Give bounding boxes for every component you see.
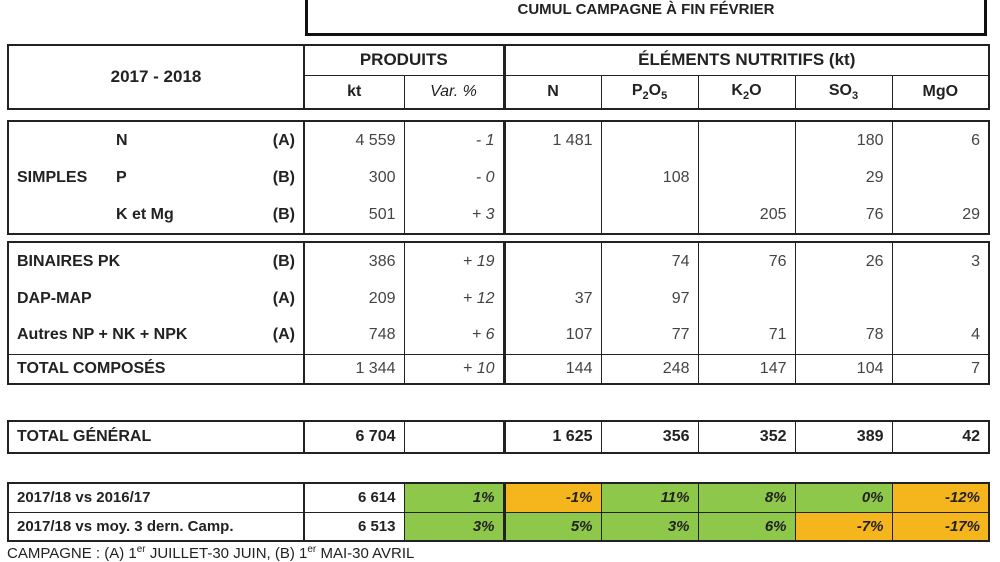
kt-header: kt (304, 75, 404, 109)
var-cell: + 3 (404, 196, 504, 234)
p2o5-cell: 3% (601, 512, 698, 541)
row-code: (B) (224, 196, 304, 234)
elements-header: ÉLÉMENTS NUTRITIFS (kt) (504, 45, 989, 75)
row-code: (B) (224, 242, 304, 280)
var-header: Var. % (404, 75, 504, 109)
so3-cell: 389 (795, 421, 892, 453)
var-cell (404, 421, 504, 453)
mgo-header: MgO (892, 75, 989, 109)
campaign-banner: CUMUL CAMPAGNE À FIN FÉVRIER (305, 0, 987, 36)
total-general-row (8, 421, 989, 453)
table-row (8, 280, 989, 317)
p2o5-cell: 77 (601, 317, 698, 354)
row-name: 2017/18 vs 2016/17 (8, 483, 304, 512)
comparison-table (7, 482, 990, 542)
campaign-year: 2017 - 2018 (8, 45, 304, 109)
so3-cell: 78 (795, 317, 892, 354)
simples-label: SIMPLES (17, 168, 88, 186)
kt-cell: 386 (304, 242, 404, 280)
so3-cell: 29 (795, 160, 892, 196)
kt-cell: 6 513 (304, 512, 404, 541)
row-name: P (116, 169, 127, 186)
mgo-cell: -17% (892, 512, 989, 541)
kt-cell: 1 344 (304, 354, 404, 384)
composes-table (7, 241, 990, 385)
total-composes-row (8, 354, 989, 384)
so3-cell: -7% (795, 512, 892, 541)
table-row (8, 196, 989, 234)
so3-cell: 104 (795, 354, 892, 384)
n-cell: 1 625 (504, 421, 601, 453)
so3-cell: 26 (795, 242, 892, 280)
p2o5-cell: 356 (601, 421, 698, 453)
kt-cell: 748 (304, 317, 404, 354)
so3-cell: 0% (795, 483, 892, 512)
p2o5-cell: 108 (601, 160, 698, 196)
mgo-cell: 42 (962, 428, 980, 445)
mgo-cell (892, 280, 989, 317)
p2o5-header: $P_2O_5$ (601, 75, 698, 109)
kt-cell: 6 614 (304, 483, 404, 512)
row-code: (B) (224, 160, 304, 196)
row-name: DAP-MAP (17, 289, 92, 307)
mgo-cell: 29 (962, 205, 980, 223)
footer-note: CAMPAGNE : (A) 1er JUILLET-30 JUIN, (B) 1er MAI-30 AVRIL (7, 544, 415, 562)
k2o-cell: 6% (698, 512, 795, 541)
mgo-cell (892, 160, 989, 196)
kt-cell: 300 (304, 160, 404, 196)
k2o-cell (698, 160, 795, 196)
kt-cell: 6 704 (304, 421, 404, 453)
so3-cell: 180 (795, 121, 892, 160)
n-cell: 5% (504, 512, 601, 541)
comparison-row (8, 512, 989, 541)
row-name: K et Mg (116, 205, 174, 223)
var-cell: + 12 (404, 280, 504, 317)
mgo-cell: 7 (971, 359, 980, 377)
n-cell: -1% (504, 483, 601, 512)
mgo-cell: 4 (971, 326, 980, 344)
n-cell (504, 196, 601, 234)
k2o-cell: 71 (698, 317, 795, 354)
var-cell: + 6 (404, 317, 504, 354)
var-cell: 1% (404, 483, 504, 512)
header-table (7, 44, 990, 110)
var-cell: 3% (404, 512, 504, 541)
kt-cell: 209 (304, 280, 404, 317)
k2o-cell: 205 (698, 196, 795, 234)
k2o-cell: 352 (698, 421, 795, 453)
p2o5-cell: 11% (601, 483, 698, 512)
row-code: (A) (224, 317, 304, 354)
k2o-cell: 147 (698, 354, 795, 384)
so3-cell: 76 (795, 196, 892, 234)
row-name: TOTAL GÉNÉRAL (8, 421, 304, 453)
k2o-cell: 76 (698, 242, 795, 280)
so3-cell (795, 280, 892, 317)
n-cell (504, 242, 601, 280)
var-cell: + 10 (404, 354, 504, 384)
simples-table (7, 120, 990, 235)
row-name: 2017/18 vs moy. 3 dern. Camp. (8, 512, 304, 541)
produits-header: PRODUITS (304, 45, 504, 75)
k2o-cell: 8% (698, 483, 795, 512)
var-cell: + 19 (404, 242, 504, 280)
comparison-row (8, 483, 989, 512)
row-name: TOTAL COMPOSÉS (8, 354, 304, 384)
var-cell: - 1 (404, 121, 504, 160)
n-cell (504, 160, 601, 196)
mgo-cell: 3 (971, 252, 980, 270)
table-row (8, 121, 989, 160)
table-row (8, 160, 989, 196)
p2o5-cell: 97 (601, 280, 698, 317)
mgo-cell: -12% (892, 483, 989, 512)
n-cell: 107 (504, 317, 601, 354)
table-row (8, 242, 989, 280)
row-code: (A) (224, 280, 304, 317)
k2o-header: $K_2O$ (698, 75, 795, 109)
row-name: BINAIRES PK (17, 252, 121, 270)
kt-cell: 4 559 (304, 121, 404, 160)
p2o5-cell (601, 121, 698, 160)
var-cell: - 0 (404, 160, 504, 196)
row-name: N (116, 132, 128, 149)
n-cell: 144 (504, 354, 601, 384)
row-code: (A) (224, 121, 304, 160)
table-row (8, 317, 989, 354)
so3-header: $SO_3$ (795, 75, 892, 109)
k2o-cell (698, 121, 795, 160)
k2o-cell (698, 280, 795, 317)
kt-cell: 501 (304, 196, 404, 234)
n-header: N (504, 75, 601, 109)
mgo-cell: 6 (971, 132, 980, 149)
total-general-table (7, 420, 990, 454)
n-cell: 37 (504, 280, 601, 317)
p2o5-cell: 248 (601, 354, 698, 384)
p2o5-cell: 74 (601, 242, 698, 280)
n-cell: 1 481 (504, 121, 601, 160)
p2o5-cell (601, 196, 698, 234)
row-name: Autres NP + NK + NPK (17, 326, 188, 344)
